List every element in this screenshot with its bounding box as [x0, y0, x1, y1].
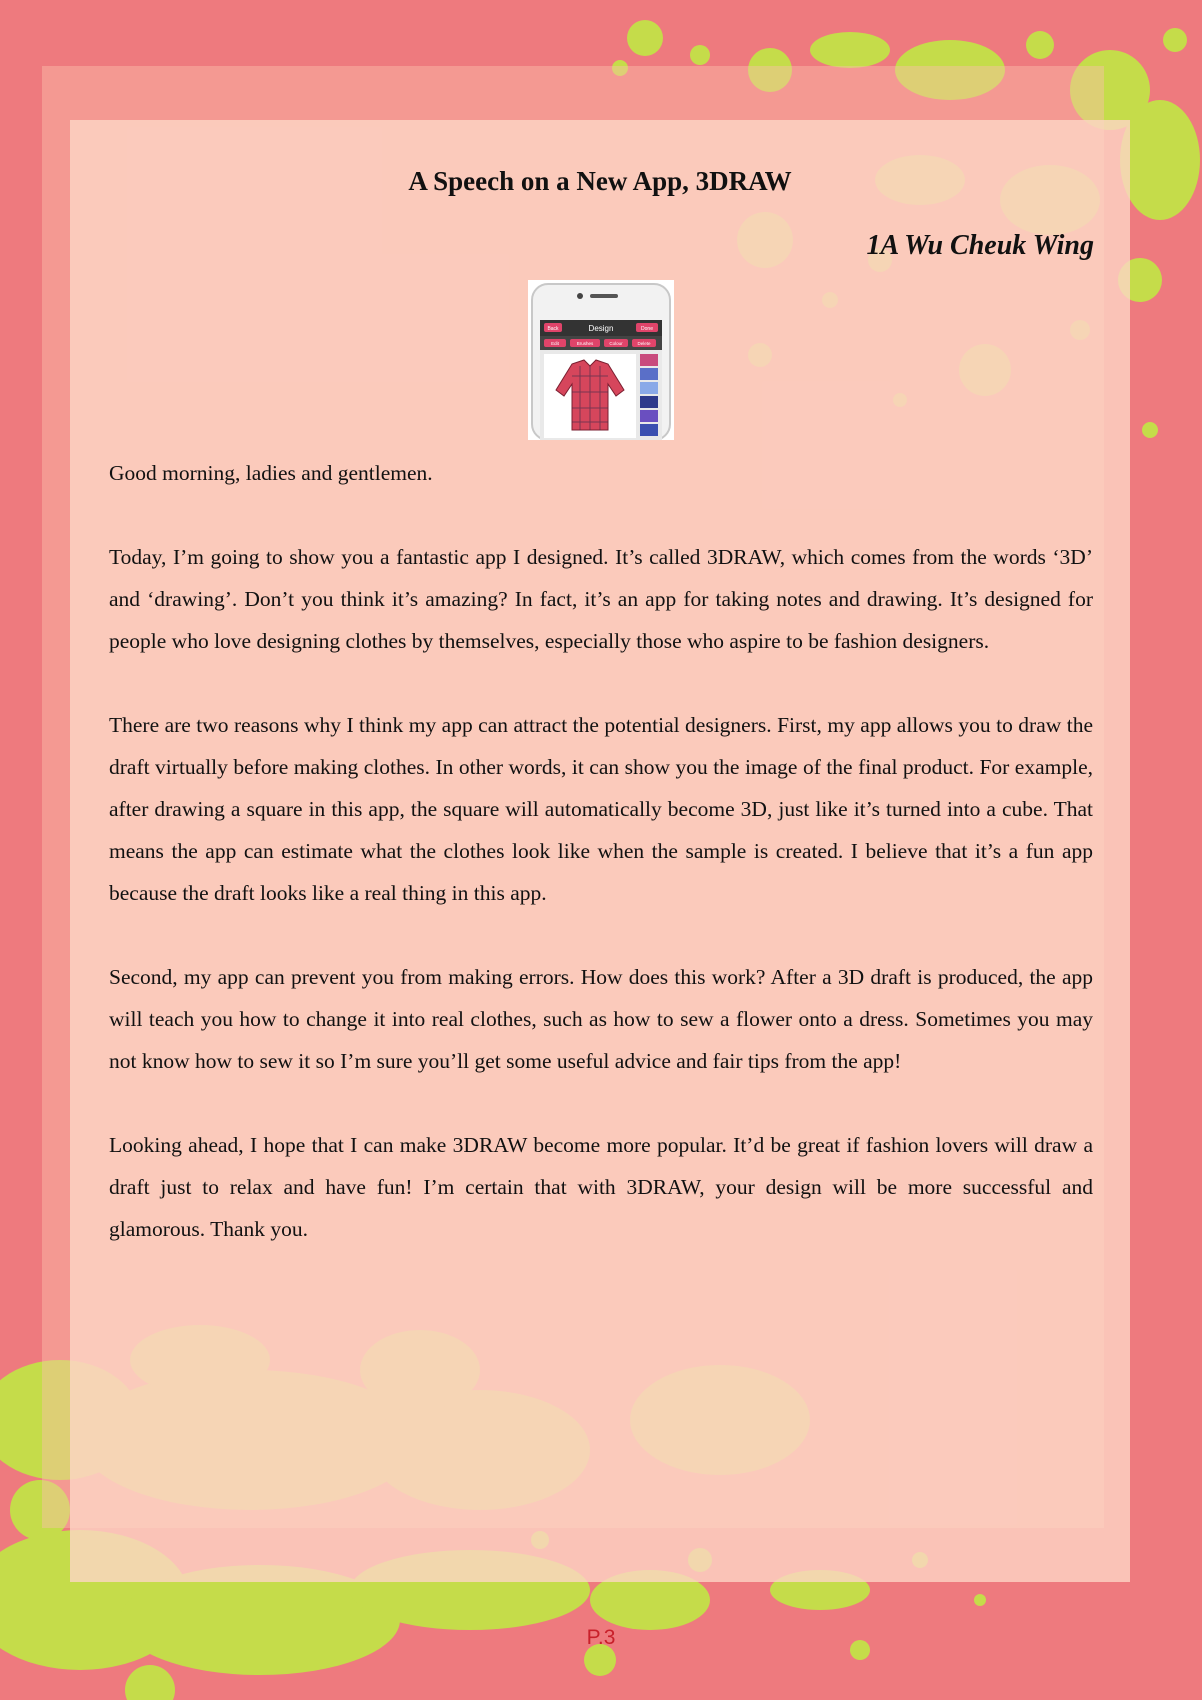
tool-label: Edit — [551, 341, 559, 346]
page-number: P.3 — [586, 1626, 616, 1649]
done-button-label: Done — [641, 326, 653, 332]
app-screenshot-image — [528, 280, 674, 440]
paragraph: Second, my app can prevent you from making errors. How does this work? After a 3D draft is produced, the app will teach you how to change it into real clothes, such as how to sew a flower onto a dress. Sometimes you may not know how to sew it so I’m sure you’ll get some useful advice and fair tips from the app! — [109, 965, 1093, 1073]
paragraph: Looking ahead, I hope that I can make 3DRAW become more popular. It’d be great if fashion lovers will draw a draft just to relax and have fun! I’m certain that with 3DRAW, your design will be more successful and glamorous. Thank you. — [109, 1133, 1093, 1241]
paragraph: Today, I’m going to show you a fantastic app I designed. It’s called 3DRAW, which comes from the words ‘3D’ and ‘drawing’. Don’t you think it’s amazing? In fact, it’s an app for taking notes and drawing. It’s designed for people who love designing clothes by themselves, especially those who aspire to be fashion designers. — [109, 545, 1093, 653]
page-title: A Speech on a New App, 3DRAW — [408, 166, 792, 197]
author-name: 1A Wu Cheuk Wing — [866, 230, 1094, 261]
speech-body — [109, 452, 1093, 1292]
paragraph: There are two reasons why I think my app can attract the potential designers. First, my app allows you to draw the draft virtually before making clothes. In other words, it can show you the image of the final product. For example, after drawing a square in this app, the square will automatically become 3D, just like it’s turned into a cube. That means the app can estimate what the clothes look like when the sample is created. I believe that it’s a fun app because the draft looks like a real thing in this app. — [109, 713, 1093, 905]
tool-label: Delete — [637, 341, 651, 346]
paragraph: Good morning, ladies and gentlemen. — [109, 461, 433, 485]
app-screen-title: Design — [588, 324, 614, 333]
back-button-label: Back — [547, 326, 559, 332]
tool-label: Colour — [609, 341, 623, 346]
tool-label: Brushes — [576, 341, 594, 346]
